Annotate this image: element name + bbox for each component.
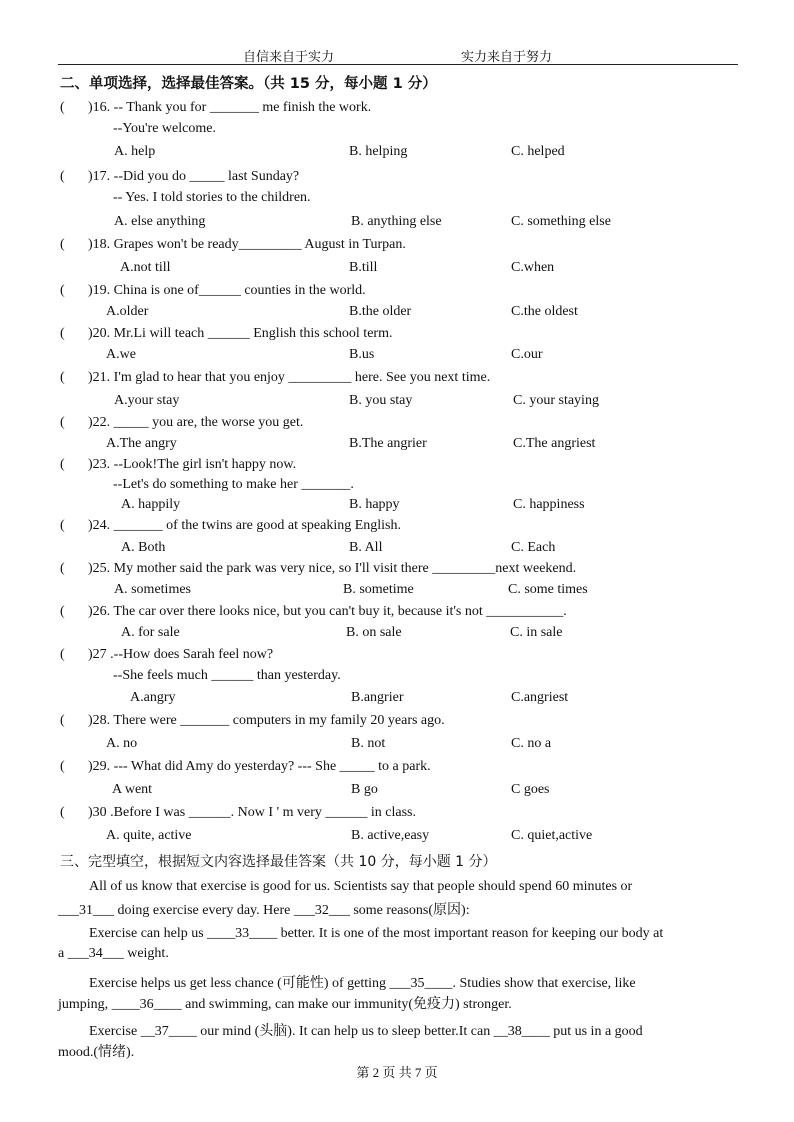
q17-option-c: C. something else [511, 214, 611, 229]
q18-option-b: B.till [349, 260, 378, 275]
q21-option-c: C. your staying [513, 393, 599, 408]
question-20: )20. Mr.Li will teach ______ English this school term. [88, 326, 393, 341]
q23-option-c: C. happiness [513, 497, 585, 512]
question-22: )22. _____ you are, the worse you get. [88, 415, 304, 430]
answer-paren: ( [60, 561, 65, 576]
q22-option-b: B.The angrier [349, 436, 427, 451]
q18-option-c: C.when [511, 260, 555, 275]
answer-paren: ( [60, 647, 65, 662]
q30-option-c: C. quiet,active [511, 828, 593, 843]
q19-option-a: A.older [106, 304, 149, 319]
q23-option-a: A. happily [121, 497, 181, 512]
cloze-para3-line1: Exercise helps us get less chance (可能性) of getting ___35____. Studies show that exercise, like [89, 976, 636, 991]
q22-option-a: A.The angry [106, 436, 177, 451]
answer-paren: ( [60, 283, 65, 298]
q29-option-b: B go [351, 782, 378, 797]
question-24: )24. _______ of the twins are good at speaking English. [88, 518, 402, 533]
cloze-para2-line1: Exercise can help us ____33____ better. It is one of the most important reason for keeping our body at [89, 926, 664, 941]
cloze-para1-line2: ___31___ doing exercise every day. Here ___32___ some reasons(原因): [58, 903, 470, 918]
q21-option-b: B. you stay [349, 393, 413, 408]
q24-option-b: B. All [349, 540, 383, 555]
q25-option-a: A. sometimes [114, 582, 191, 597]
section2-title: 二、单项选择，选择最佳答案。（共 15 分，每小题 1 分） [60, 76, 437, 92]
question-26: )26. The car over there looks nice, but you can't buy it, because it's not ___________. [88, 604, 567, 619]
cloze-para4-line2: mood.(情绪). [58, 1045, 135, 1060]
q17-option-b: B. anything else [351, 214, 442, 229]
q27-option-b: B.angrier [351, 690, 404, 705]
question-28: )28. There were _______ computers in my family 20 years ago. [88, 713, 445, 728]
q19-option-c: C.the oldest [511, 304, 578, 319]
header-divider [58, 64, 738, 65]
q24-option-a: A. Both [121, 540, 166, 555]
q22-option-c: C.The angriest [513, 436, 596, 451]
question-17: )17. --Did you do _____ last Sunday? [88, 169, 300, 184]
q30-option-a: A. quite, active [106, 828, 192, 843]
answer-paren: ( [60, 713, 65, 728]
question-16-reply: --You're welcome. [113, 121, 216, 136]
question-21: )21. I'm glad to hear that you enjoy _________ here. See you next time. [88, 370, 491, 385]
q20-option-b: B.us [349, 347, 375, 362]
answer-paren: ( [60, 805, 65, 820]
q26-option-b: B. on sale [346, 625, 402, 640]
q29-option-c: C goes [511, 782, 550, 797]
header-right: 实力来自于努力 [461, 49, 553, 64]
answer-paren: ( [60, 518, 65, 533]
q17-option-a: A. else anything [114, 214, 206, 229]
cloze-para4-line1: Exercise __37____ our mind (头脑). It can help us to sleep better.It can __38____ put us in a good [89, 1024, 643, 1039]
q29-option-a: A went [112, 782, 153, 797]
q25-option-c: C. some times [508, 582, 588, 597]
answer-paren: ( [60, 370, 65, 385]
q27-option-c: C.angriest [511, 690, 569, 705]
cloze-para2-line2: a ___34___ weight. [58, 946, 169, 961]
q16-option-c: C. helped [511, 144, 565, 159]
answer-paren: ( [60, 100, 65, 115]
q25-option-b: B. sometime [343, 582, 414, 597]
answer-paren: ( [60, 326, 65, 341]
page-number: 第 2 页 共 7 页 [356, 1065, 438, 1080]
q24-option-c: C. Each [511, 540, 556, 555]
cloze-para3-line2: jumping, ____36____ and swimming, can make our immunity(免疫力) stronger. [58, 997, 512, 1012]
q27-option-a: A.angry [130, 690, 176, 705]
q28-option-b: B. not [351, 736, 386, 751]
answer-paren: ( [60, 237, 65, 252]
header-left: 自信来自于实力 [243, 49, 335, 64]
q26-option-a: A. for sale [121, 625, 180, 640]
question-27-reply: --She feels much ______ than yesterday. [113, 668, 341, 683]
answer-paren: ( [60, 604, 65, 619]
answer-paren: ( [60, 759, 65, 774]
q28-option-a: A. no [106, 736, 138, 751]
question-17-reply: -- Yes. I told stories to the children. [113, 190, 311, 205]
q23-option-b: B. happy [349, 497, 400, 512]
answer-paren: ( [60, 169, 65, 184]
q26-option-c: C. in sale [510, 625, 563, 640]
answer-paren: ( [60, 457, 65, 472]
question-16: )16. -- Thank you for _______ me finish the work. [88, 100, 372, 115]
question-25: )25. My mother said the park was very nice, so I'll visit there _________next weekend. [88, 561, 577, 576]
question-27: )27 .--How does Sarah feel now? [88, 647, 274, 662]
answer-paren: ( [60, 415, 65, 430]
question-23: )23. --Look!The girl isn't happy now. [88, 457, 297, 472]
question-30: )30 .Before I was ______. Now I ' m very ______ in class. [88, 805, 416, 820]
question-29: )29. --- What did Amy do yesterday? --- She _____ to a park. [88, 759, 431, 774]
q19-option-b: B.the older [349, 304, 412, 319]
q21-option-a: A.your stay [114, 393, 180, 408]
q20-option-a: A.we [106, 347, 136, 362]
q30-option-b: B. active,easy [351, 828, 430, 843]
question-19: )19. China is one of______ counties in the world. [88, 283, 366, 298]
cloze-para1-line1: All of us know that exercise is good for us. Scientists say that people should spend 60 minutes or [89, 879, 633, 894]
q18-option-a: A.not till [120, 260, 171, 275]
question-23-reply: --Let's do something to make her _______. [113, 477, 354, 492]
q16-option-b: B. helping [349, 144, 408, 159]
q16-option-a: A. help [114, 144, 156, 159]
question-18: )18. Grapes won't be ready_________ August in Turpan. [88, 237, 406, 252]
q28-option-c: C. no a [511, 736, 552, 751]
q20-option-c: C.our [511, 347, 543, 362]
section3-title: 三、完型填空，根据短文内容选择最佳答案（共 10 分，每小题 1 分） [60, 854, 497, 870]
